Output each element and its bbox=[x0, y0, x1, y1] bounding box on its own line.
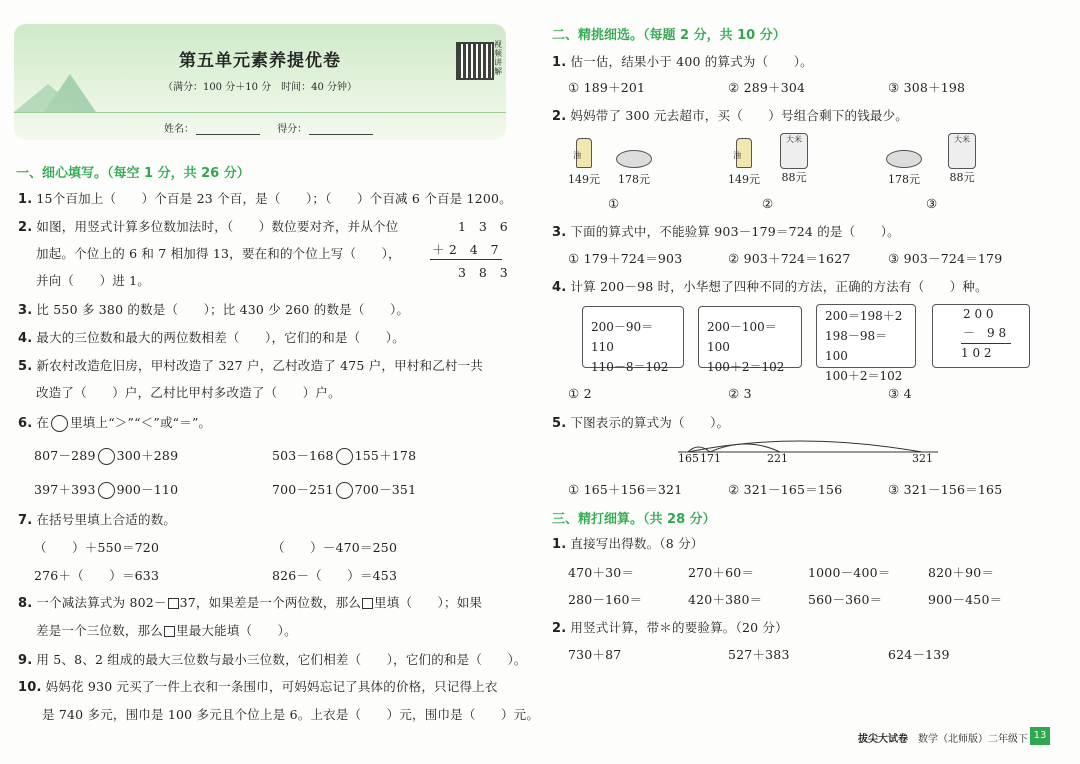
calc-item: 624－139 bbox=[888, 647, 950, 662]
group-label: ③ bbox=[926, 196, 938, 211]
question-6: 6. 在 里填上“＞”“＜”或“＝”。 bbox=[18, 415, 212, 431]
method-box-2: 200－100＝100 100＋2＝102 bbox=[698, 306, 802, 368]
option[interactable]: ① 189＋201 bbox=[568, 80, 646, 95]
question-4: 4. 最大的三位数和最大的两位数相差（ ），它们的和是（ ）。 bbox=[18, 330, 405, 346]
calc-question-2: 2. 用竖式计算，带＊的要验算。（20 分） bbox=[552, 620, 788, 636]
vertical-calc-row-3: 3 8 3 bbox=[458, 265, 508, 280]
section-3-title: 三、精打细算。（共 28 分） bbox=[552, 512, 716, 527]
compare-c: 397＋393 900－110 bbox=[34, 482, 179, 497]
option[interactable]: ① 165＋156＝321 bbox=[568, 482, 683, 497]
answer-circle[interactable] bbox=[336, 448, 353, 465]
choice-question-5: 5. 下图表示的算式为（ ）。 bbox=[552, 415, 730, 431]
fill-b: （ ）－470＝250 bbox=[272, 540, 398, 555]
section-2-title: 二、精挑细选。（每题 2 分，共 10 分） bbox=[552, 28, 786, 43]
method-box-4: 2 0 0 － 9 8 1 0 2 bbox=[932, 304, 1030, 368]
question-2-line-1: 2. 如图，用竖式计算多位数加法时，（ ）数位要对齐，并从个位 bbox=[18, 219, 399, 235]
divider bbox=[14, 112, 506, 113]
oil-bottle-icon: 149元 bbox=[728, 138, 760, 187]
method-box-3: 200＝198＋2 198－98＝100 100＋2＝102 bbox=[816, 304, 916, 368]
answer-circle[interactable] bbox=[336, 482, 353, 499]
tick-label: 171 bbox=[700, 452, 721, 465]
choice-question-4: 4. 计算 200－98 时，小华想了四种不同的方法，正确的方法有（ ）种。 bbox=[552, 279, 988, 295]
question-1: 1. 15个百加上（ ）个百是 23 个百，是（ ）；（ ）个百减 6 个百是 1200。 bbox=[18, 191, 512, 207]
option[interactable]: ② 289＋304 bbox=[728, 80, 806, 95]
question-5-line-1: 5. 新农村改造危旧房，甲村改造了 327 户，乙村改造了 475 户，甲村和乙村一共 bbox=[18, 358, 484, 374]
name-score-row bbox=[164, 120, 387, 135]
question-2-line-2: 加起。个位上的 6 和 7 相加得 13，要在和的个位上写（ ）， bbox=[36, 246, 401, 261]
fill-a: （ ）＋550＝720 bbox=[34, 540, 160, 555]
footer-brand: 拔尖大试卷 bbox=[858, 734, 908, 745]
question-9: 9. 用 5、8、2 组成的最大三位数与最小三位数，它们相差（ ），它们的和是（ ）。 bbox=[18, 652, 527, 668]
method-box-1: 200－90＝110 110－8＝102 bbox=[582, 306, 684, 368]
tick-label: 221 bbox=[767, 452, 788, 465]
calc-item: 420＋380＝ bbox=[688, 592, 763, 607]
vertical-calc-row-2: ＋ 2 4 7 bbox=[432, 242, 499, 257]
section-1-title: 一、细心填写。（每空 1 分，共 26 分） bbox=[16, 166, 250, 181]
fill-d: 826－（ ）＝453 bbox=[272, 568, 398, 583]
compare-b: 503－168 155＋178 bbox=[272, 448, 417, 463]
calc-item: 560－360＝ bbox=[808, 592, 883, 607]
answer-circle[interactable] bbox=[98, 482, 115, 499]
name-label: 姓名： bbox=[164, 124, 194, 135]
calc-question-1: 1. 直接写出得数。（8 分） bbox=[552, 536, 704, 552]
name-field[interactable] bbox=[196, 124, 260, 135]
option[interactable]: ② 321－165＝156 bbox=[728, 482, 843, 497]
option[interactable]: ① 179＋724＝903 bbox=[568, 251, 683, 266]
question-10-line-2: 是 740 多元，围巾是 100 多元且个位上是 6。上衣是（ ）元，围巾是（ ）元。 bbox=[42, 707, 540, 722]
footer-info: 数学（北师版）二年级下 bbox=[918, 734, 1028, 745]
calc-item: 820＋90＝ bbox=[928, 565, 995, 580]
question-5-line-2: 改造了（ ）户，乙村比甲村多改造了（ ）户。 bbox=[36, 385, 341, 400]
question-2-line-3: 并向（ ）进 1。 bbox=[36, 273, 150, 288]
group-label: ② bbox=[762, 196, 774, 211]
qr-code-icon[interactable] bbox=[456, 42, 494, 80]
square-box bbox=[362, 598, 373, 609]
choice-question-3: 3. 下面的算式中，不能验算 903－179＝724 的是（ ）。 bbox=[552, 224, 900, 240]
option[interactable]: ③ 4 bbox=[888, 386, 912, 401]
square-box bbox=[164, 626, 175, 637]
answer-circle[interactable] bbox=[98, 448, 115, 465]
calc-item: 900－450＝ bbox=[928, 592, 1003, 607]
vertical-calc-line bbox=[430, 259, 502, 260]
tick-label: 165 bbox=[678, 452, 699, 465]
page-title: 第五单元素养提优卷 bbox=[179, 51, 341, 71]
calc-item: 1000－400＝ bbox=[808, 565, 891, 580]
question-3: 3. 比 550 多 380 的数是（ ）；比 430 少 260 的数是（ ）。 bbox=[18, 302, 410, 318]
option[interactable]: ③ 903－724＝179 bbox=[888, 251, 1003, 266]
compare-d: 700－251 700－351 bbox=[272, 482, 417, 497]
oil-bottle-icon: 149元 bbox=[568, 138, 600, 187]
cake-icon: 178元 bbox=[616, 150, 652, 187]
option[interactable]: ② 903＋724＝1627 bbox=[728, 251, 851, 266]
page-number: 13 bbox=[1030, 727, 1050, 745]
question-8-line-2: 差是一个三位数，那么 里最大能填（ ）。 bbox=[36, 623, 297, 638]
group-label: ① bbox=[608, 196, 620, 211]
question-10-line-1: 10. 妈妈花 930 元买了一件上衣和一条围巾，可妈妈忘记了具体的价格，只记得上衣 bbox=[18, 679, 498, 695]
calc-item: 270＋60＝ bbox=[688, 565, 755, 580]
choice-question-2: 2. 妈妈带了 300 元去超市，买（ ）号组合剩下的钱最少。 bbox=[552, 108, 908, 124]
question-7: 7. 在括号里填上合适的数。 bbox=[18, 512, 177, 528]
oil-label: 油 bbox=[733, 151, 741, 160]
calc-item: 280－160＝ bbox=[568, 592, 643, 607]
square-box bbox=[168, 598, 179, 609]
fill-c: 276＋（ ）＝633 bbox=[34, 568, 160, 583]
choice-question-1: 1. 估一估，结果小于 400 的算式为（ ）。 bbox=[552, 54, 813, 70]
rice-bag-icon: 大米 88元 bbox=[949, 135, 975, 184]
tick-label: 321 bbox=[912, 452, 933, 465]
qr-label: 视频讲解 bbox=[494, 40, 502, 76]
score-label: 得分： bbox=[277, 124, 308, 135]
option[interactable]: ② 3 bbox=[728, 386, 752, 401]
header-banner bbox=[14, 24, 506, 140]
compare-a: 807－289 300＋289 bbox=[34, 448, 179, 463]
option[interactable]: ③ 321－156＝165 bbox=[888, 482, 1003, 497]
calc-item: 527＋383 bbox=[728, 647, 790, 662]
vertical-calc-row-1: 1 3 6 bbox=[458, 219, 508, 234]
score-field[interactable] bbox=[309, 124, 373, 135]
calc-item: 730＋87 bbox=[568, 647, 622, 662]
option[interactable]: ① 2 bbox=[568, 386, 592, 401]
cake-icon: 178元 bbox=[886, 150, 922, 187]
circle-icon bbox=[51, 415, 68, 432]
option[interactable]: ③ 308＋198 bbox=[888, 80, 966, 95]
page-subtitle: （满分：100 分＋10 分 时间：40 分钟） bbox=[162, 82, 358, 93]
oil-label: 油 bbox=[573, 151, 581, 160]
rice-bag-icon: 大米 88元 bbox=[781, 135, 807, 184]
calc-item: 470＋30＝ bbox=[568, 565, 635, 580]
question-8-line-1: 8. 一个减法算式为 802－ 37，如果差是一个两位数，那么 里填（ ）；如果 bbox=[18, 595, 483, 611]
